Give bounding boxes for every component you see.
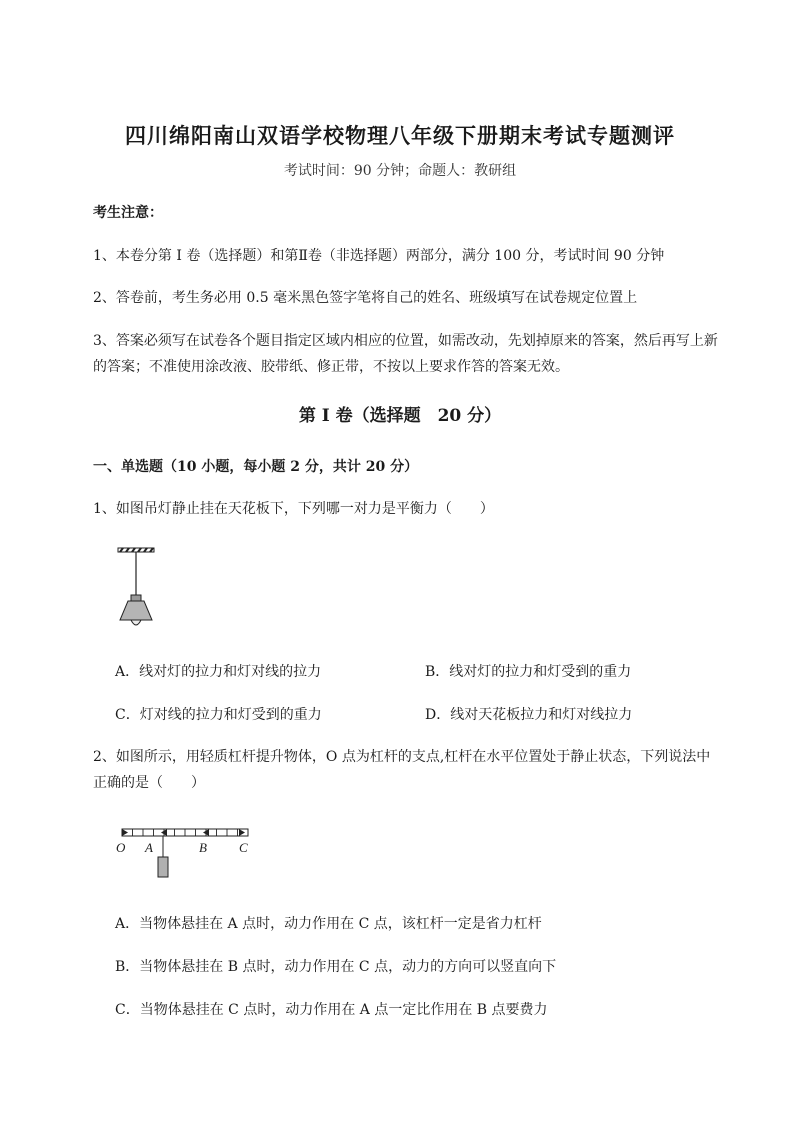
pendant-lamp-figure (110, 540, 170, 635)
lamp-bulb (131, 620, 141, 625)
lamp-cap (131, 595, 141, 601)
ceiling-hatch (118, 548, 154, 552)
section-title: 第 I 卷（选择题 20 分） (298, 406, 502, 426)
notice-heading: 考生注意： (93, 205, 163, 221)
notice-item-2: 2、答卷前，考生务必用 0.5 毫米黑色签字笔将自己的姓名、班级填写在试卷规定位置上 (93, 290, 638, 306)
hanging-weight (158, 857, 168, 877)
question-1-stem: 1、如图吊灯静止挂在天花板下，下列哪一对力是平衡力（ ） (93, 501, 494, 517)
q1-option-b[interactable]: B．线对灯的拉力和灯受到的重力 (425, 664, 632, 680)
lamp-shade (120, 601, 152, 620)
label-c: C (239, 840, 248, 855)
q1-option-c[interactable]: C．灯对线的拉力和灯受到的重力 (115, 707, 322, 723)
label-o: O (116, 840, 126, 855)
q2-option-b[interactable]: B．当物体悬挂在 B 点时，动力作用在 C 点，动力的方向可以竖直向下 (115, 959, 557, 975)
part-heading: 一、单选题（10 小题，每小题 2 分，共计 20 分） (93, 459, 419, 475)
label-b: B (199, 840, 207, 855)
notice-item-1: 1、本卷分第 I 卷（选择题）和第Ⅱ卷（非选择题）两部分，满分 100 分，考试时间 90 分钟 (93, 248, 665, 264)
notice-item-3-cont: 的答案；不准使用涂改液、胶带纸、修正带，不按以上要求作答的答案无效。 (93, 359, 569, 375)
q2-option-c[interactable]: C．当物体悬挂在 C 点时，动力作用在 A 点一定比作用在 B 点要费力 (115, 1002, 548, 1018)
lever-figure (112, 820, 262, 885)
q1-option-d[interactable]: D．线对天花板拉力和灯对线拉力 (425, 707, 633, 723)
notice-item-3: 3、答案必须写在试卷各个题目指定区域内相应的位置，如需改动，先划掉原来的答案，然后再写上新 (93, 333, 718, 349)
page-title: 四川绵阳南山双语学校物理八年级下册期末考试专题测评 (125, 123, 675, 148)
q1-option-a[interactable]: A．线对灯的拉力和灯对线的拉力 (115, 664, 322, 680)
question-2-stem-cont: 正确的是（ ） (93, 775, 205, 791)
q2-option-a[interactable]: A．当物体悬挂在 A 点时，动力作用在 C 点，该杠杆一定是省力杠杆 (115, 916, 542, 932)
exam-info: 考试时间：90 分钟；命题人：教研组 (283, 163, 517, 179)
question-2-stem: 2、如图所示，用轻质杠杆提升物体，O 点为杠杆的支点,杠杆在水平位置处于静止状态，下列说法中 (93, 749, 711, 765)
label-a: A (145, 840, 153, 855)
